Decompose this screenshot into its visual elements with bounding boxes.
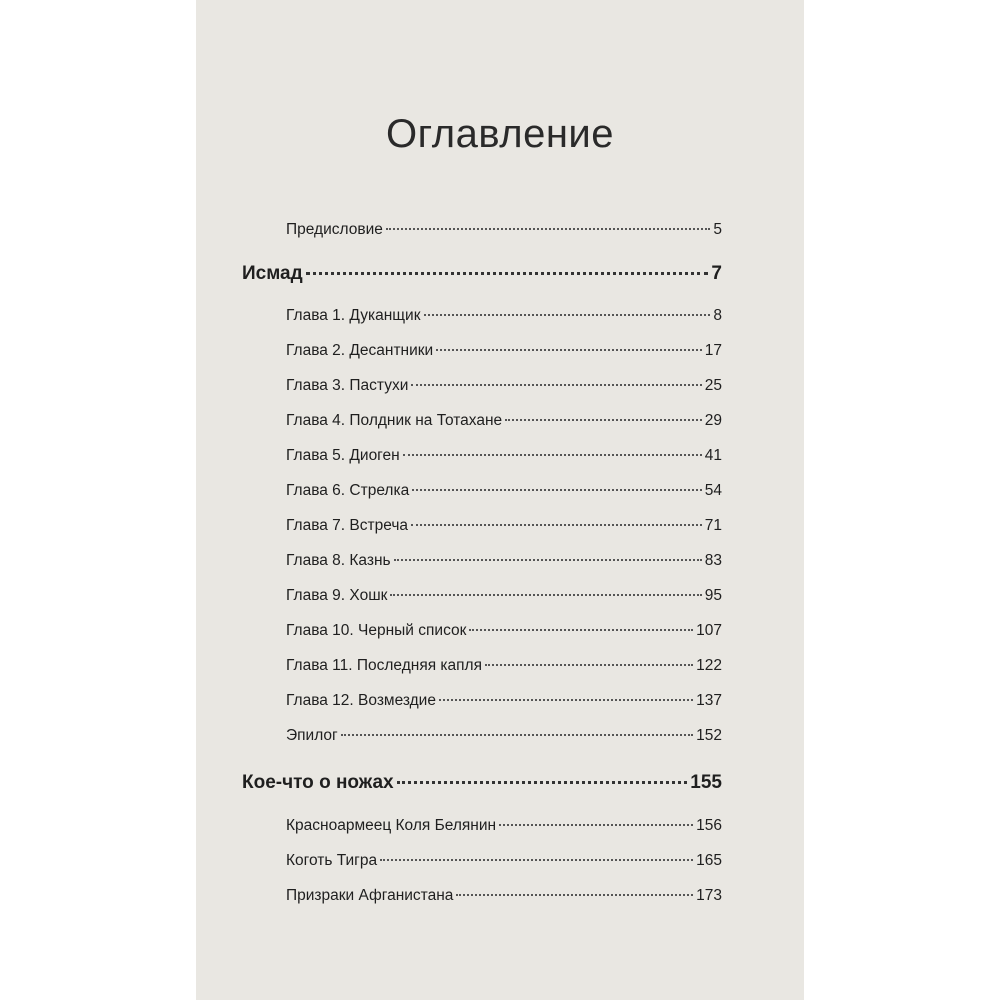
- toc-page-number: 137: [696, 692, 722, 709]
- toc-page-number: 17: [704, 342, 722, 359]
- dot-leader: [394, 559, 702, 561]
- toc-page-number: 7: [711, 263, 722, 284]
- toc-page-number: 165: [696, 852, 722, 869]
- dot-leader: [306, 272, 709, 275]
- toc-entry-label: Глава 12. Возмездие: [286, 692, 436, 709]
- toc-entry-label: Глава 7. Встреча: [286, 517, 409, 534]
- toc-entry: [286, 412, 722, 430]
- toc-entry-label: Глава 1. Дуканщик: [286, 307, 421, 324]
- toc-entry-label: Глава 9. Хошк: [286, 587, 388, 604]
- dot-leader: [436, 349, 702, 351]
- dot-leader: [439, 699, 693, 701]
- toc-entry-label: Глава 6. Стрелка: [286, 482, 410, 499]
- toc-entry: [286, 517, 722, 535]
- toc-page-number: 107: [696, 622, 722, 639]
- toc-page-number: 155: [690, 772, 722, 793]
- toc-page-number: 152: [696, 727, 722, 744]
- toc-entry-label: Глава 11. Последняя капля: [286, 657, 482, 674]
- toc-entry: [286, 692, 722, 710]
- toc-entry: [286, 887, 722, 905]
- toc-page-number: 41: [704, 447, 722, 464]
- toc-part-heading: [242, 772, 722, 794]
- toc-entry-label: Глава 4. Полдник на Тотахане: [286, 412, 503, 429]
- toc-page-number: 29: [704, 412, 722, 429]
- page-title: Оглавление: [385, 112, 614, 156]
- toc-entry: [286, 622, 722, 640]
- toc-entry: [286, 342, 722, 360]
- toc-part-heading: [242, 263, 722, 285]
- toc-entry: [286, 221, 722, 239]
- dot-leader: [403, 454, 702, 456]
- dot-leader: [341, 734, 693, 736]
- toc-entry: [286, 817, 722, 835]
- toc-page-number: 71: [704, 517, 722, 534]
- dot-leader: [390, 594, 701, 596]
- toc-page-number: 54: [704, 482, 722, 499]
- dot-leader: [499, 824, 693, 826]
- dot-leader: [411, 384, 701, 386]
- dot-leader: [469, 629, 693, 631]
- dot-leader: [424, 314, 711, 316]
- dot-leader: [386, 228, 711, 230]
- toc-page-number: 83: [704, 552, 722, 569]
- toc-entry: [286, 852, 722, 870]
- dot-leader: [485, 664, 693, 666]
- dot-leader: [505, 419, 702, 421]
- toc-entry: [286, 307, 722, 325]
- toc-entry-label: Глава 5. Диоген: [286, 447, 400, 464]
- toc-entry-label: Глава 2. Десантники: [286, 342, 434, 359]
- dot-leader: [411, 524, 702, 526]
- toc-entry-label: Призраки Афганистана: [286, 887, 454, 904]
- toc-entry-label: Глава 3. Пастухи: [286, 377, 409, 394]
- toc-page-number: 5: [713, 221, 722, 238]
- toc-page-number: 8: [713, 307, 722, 324]
- toc-page-number: 122: [696, 657, 722, 674]
- toc-page-number: 156: [696, 817, 722, 834]
- book-page: [196, 0, 804, 1000]
- toc-entry: [286, 727, 722, 745]
- toc-part-label: Исмад: [242, 263, 303, 284]
- toc-page-number: 173: [696, 887, 722, 904]
- toc-entry-label: Эпилог: [286, 727, 338, 744]
- toc-entry: [286, 447, 722, 465]
- dot-leader: [412, 489, 702, 491]
- toc-entry: [286, 377, 722, 395]
- toc-entry-label: Глава 8. Казнь: [286, 552, 391, 569]
- toc-entry-label: Красноармеец Коля Белянин: [286, 817, 497, 834]
- dot-leader: [456, 894, 693, 896]
- dot-leader: [397, 781, 688, 784]
- toc-entry: [286, 587, 722, 605]
- dot-leader: [380, 859, 693, 861]
- toc-entry: [286, 657, 722, 675]
- toc-entry-label: Коготь Тигра: [286, 852, 378, 869]
- toc-entry: [286, 482, 722, 500]
- toc-part-label: Кое-что о ножах: [242, 772, 394, 793]
- toc-entry-label: Предисловие: [286, 221, 383, 238]
- toc-entry-label: Глава 10. Черный список: [286, 622, 467, 639]
- toc-page-number: 95: [704, 587, 722, 604]
- toc-page-number: 25: [704, 377, 722, 394]
- toc-entry: [286, 552, 722, 570]
